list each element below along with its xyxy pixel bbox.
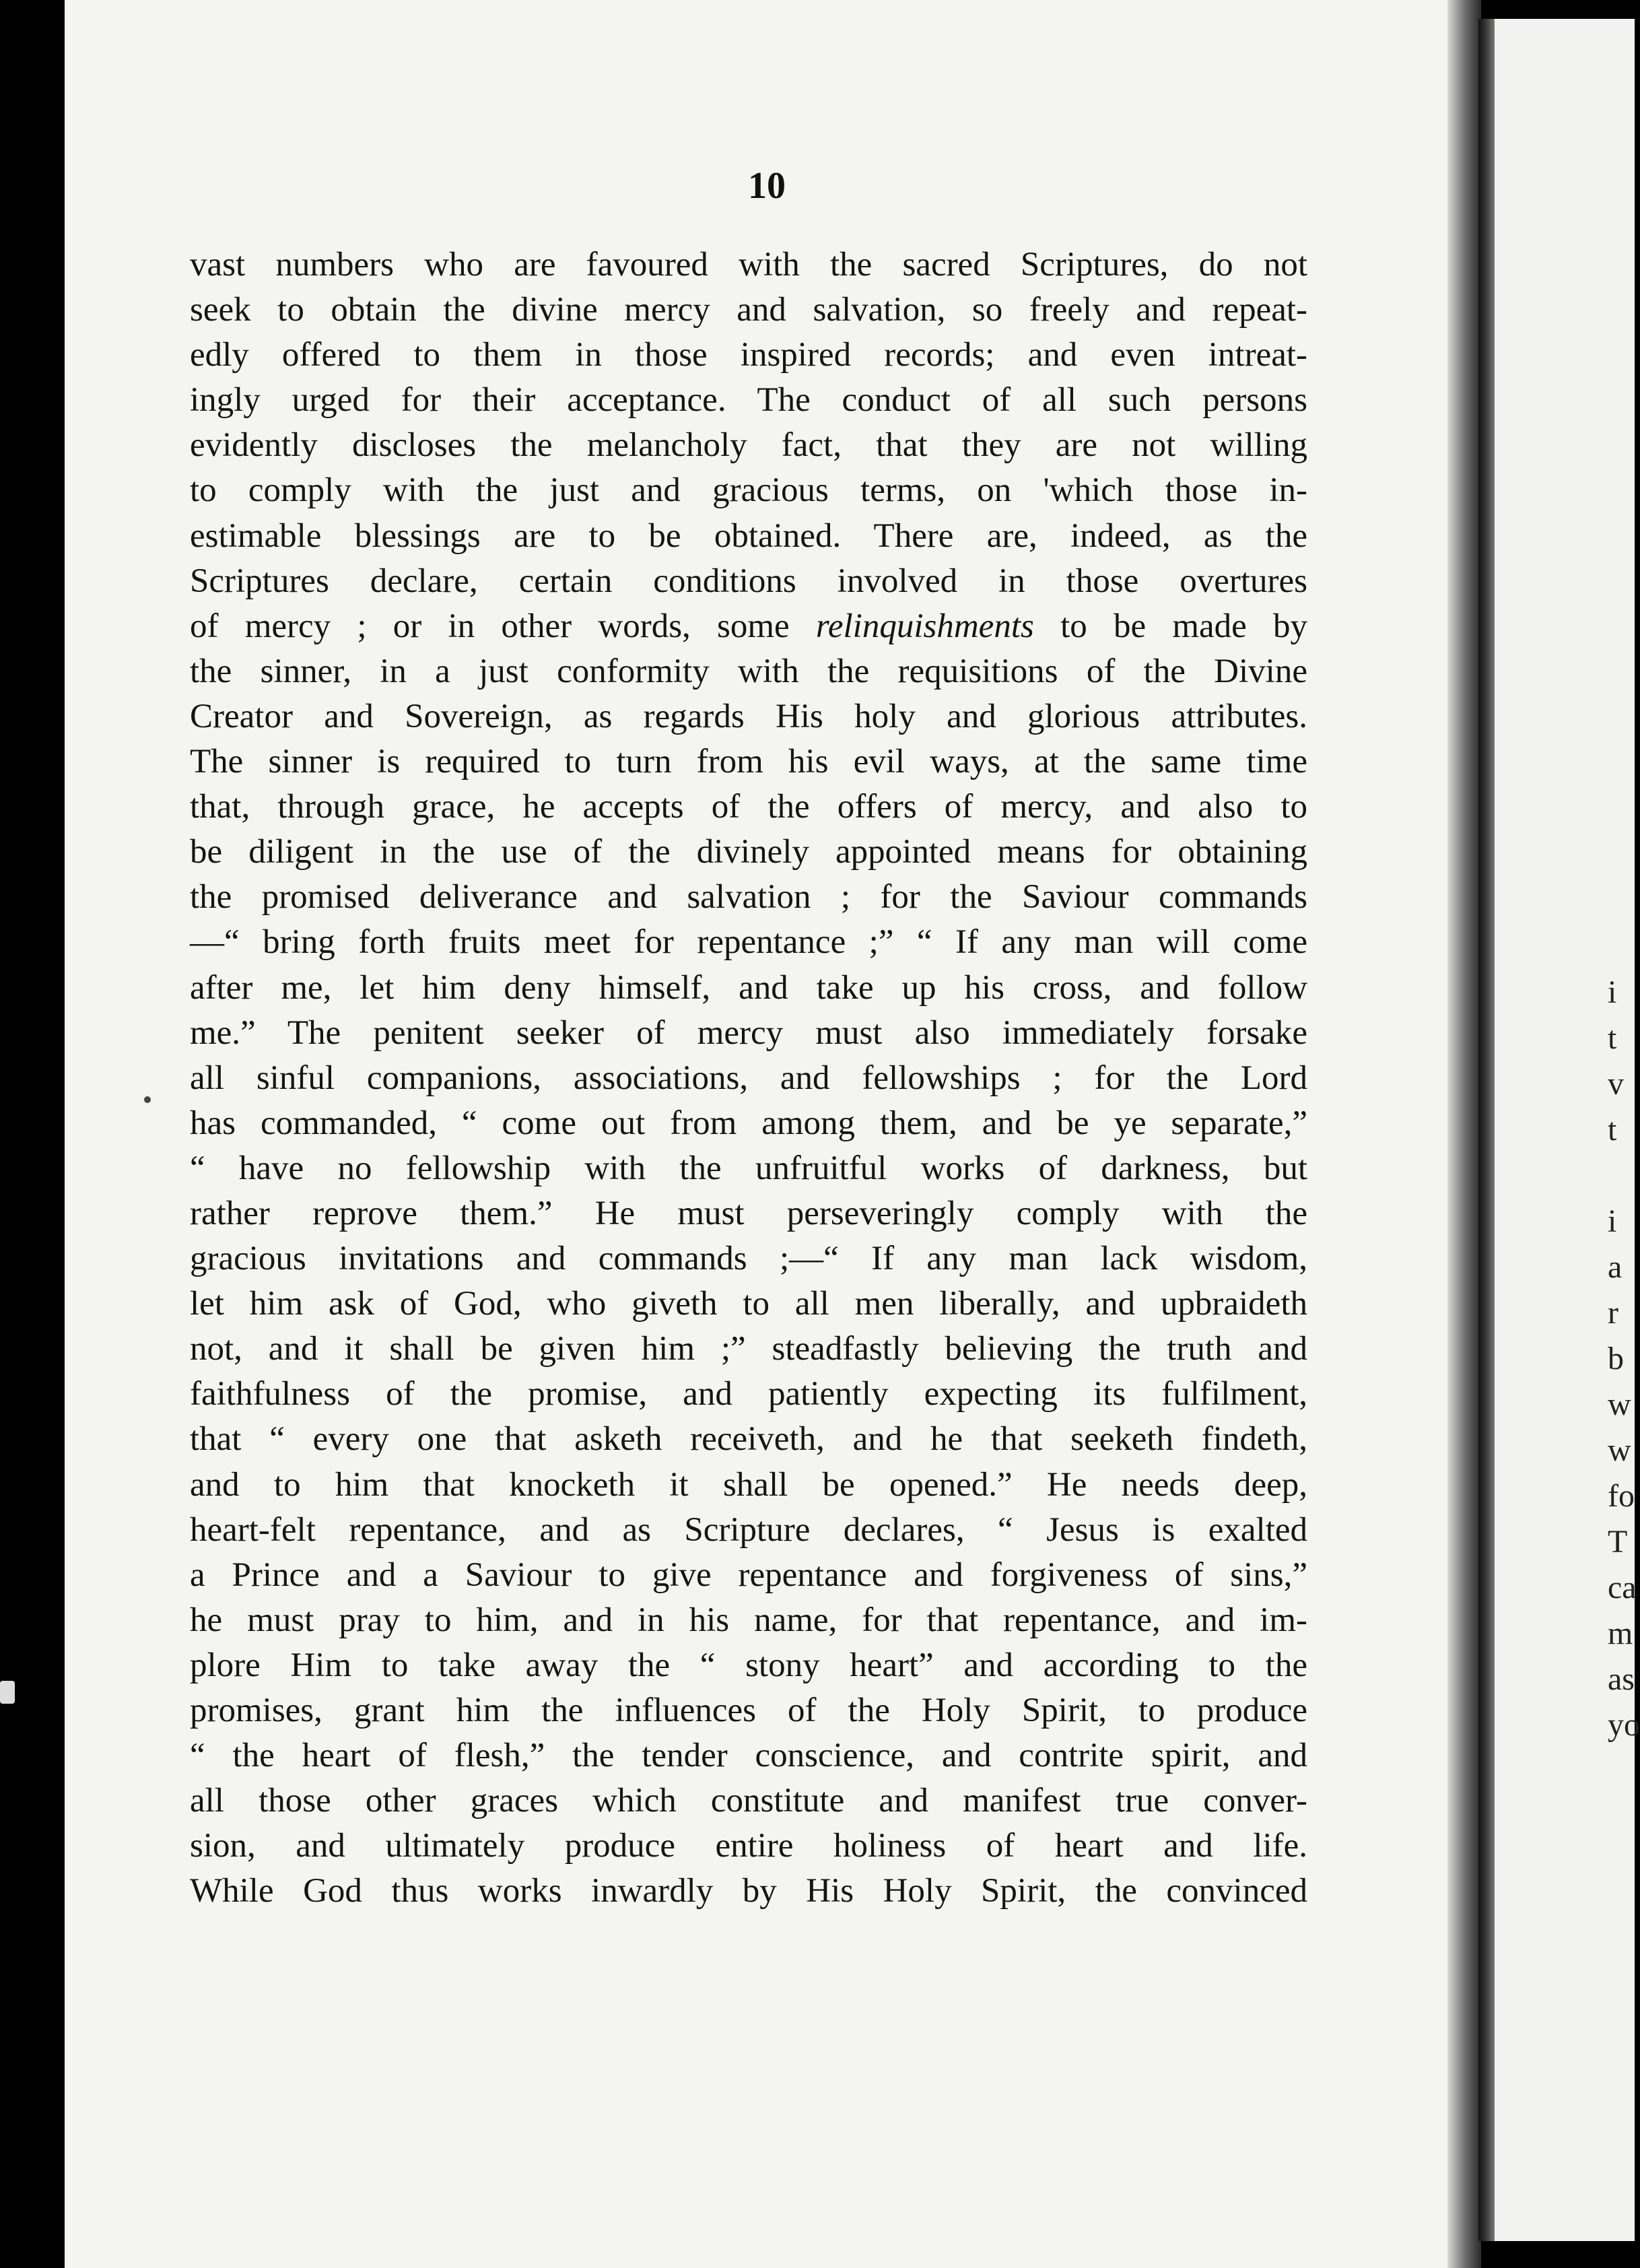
line-segment: “ have no fellowship with the unfruitful works of darkness, but xyxy=(190,1149,1307,1187)
adjacent-page-fragment: v xyxy=(1608,1066,1624,1102)
line-segment: Scriptures declare, certain conditions involved in those overtures xyxy=(190,562,1307,600)
adjacent-page-text-fragments xyxy=(1608,970,1640,1748)
line-segment: While God thus works inwardly by His Holy Spirit, the convinced xyxy=(190,1872,1307,1910)
adjacent-page-fragment: i xyxy=(1608,974,1617,1010)
book-spine xyxy=(1478,19,1495,2241)
text-line xyxy=(190,1824,1307,1869)
line-segment: be diligent in the use of the divinely appointed means for obtaining xyxy=(190,833,1307,871)
text-line xyxy=(190,1778,1307,1824)
line-segment: The sinner is required to turn from his evil ways, at the same time xyxy=(190,743,1307,781)
page-number: 10 xyxy=(748,165,786,207)
line-segment: promises, grant him the influences of the Holy Spirit, to produce xyxy=(190,1692,1307,1729)
adjacent-page-fragment: r xyxy=(1608,1295,1618,1331)
text-line xyxy=(190,785,1307,830)
line-segment: all sinful companions, associations, and fellowships ; for the Lord xyxy=(190,1059,1307,1097)
text-line xyxy=(190,875,1307,920)
text-line xyxy=(190,604,1307,649)
text-line xyxy=(190,830,1307,875)
line-segment: not, and it shall be given him ;” steadfastly believing the truth and xyxy=(190,1330,1307,1368)
line-segment: rather reprove them.” He must perseveringly comply with the xyxy=(190,1194,1307,1232)
line-segment: me.” The penitent seeker of mercy must also immediately forsake xyxy=(190,1013,1307,1052)
line-segment: seek to obtain the divine mercy and salvation, so freely and repeat- xyxy=(190,291,1307,329)
line-segment: —“ bring forth fruits meet for repentance ;” “ If any man will come xyxy=(190,923,1307,962)
line-segment: evidently discloses the melancholy fact, that they are not willing xyxy=(190,426,1307,465)
line-segment: plore Him to take away the “ stony heart” and according to the xyxy=(190,1646,1307,1684)
body-text xyxy=(190,242,1307,1914)
text-line xyxy=(190,1011,1307,1056)
text-line xyxy=(190,1508,1307,1553)
text-line xyxy=(190,333,1307,378)
line-segment: faithfulness of the promise, and patiently expecting its fulfilment, xyxy=(190,1375,1307,1413)
adjacent-page-fragment: t xyxy=(1608,1112,1617,1147)
line-segment: after me, let him deny himself, and take up his cross, and follow xyxy=(190,968,1307,1007)
text-line xyxy=(190,1463,1307,1508)
text-line xyxy=(190,1869,1307,1914)
text-line xyxy=(190,423,1307,468)
text-line xyxy=(190,1101,1307,1146)
line-segment: and to him that knocketh it shall be opened.” He needs deep, xyxy=(190,1465,1307,1504)
text-line xyxy=(190,1146,1307,1191)
text-line xyxy=(190,1191,1307,1236)
line-segment: to be made by xyxy=(1033,607,1307,645)
text-line xyxy=(190,1417,1307,1462)
line-segment: has commanded, “ come out from among them, and be ye separate,” xyxy=(190,1104,1307,1142)
text-line xyxy=(190,559,1307,604)
adjacent-page-fragment: m xyxy=(1608,1615,1633,1651)
line-segment: that “ every one that asketh receiveth, and he that seeketh findeth, xyxy=(190,1420,1307,1459)
adjacent-page-fragment: fo xyxy=(1608,1478,1635,1514)
page-fold-shadow xyxy=(1447,0,1481,2268)
line-segment: the promised deliverance and salvation ; for the Saviour commands xyxy=(190,878,1307,916)
adjacent-page-fragment: i xyxy=(1608,1203,1617,1239)
text-line xyxy=(190,1643,1307,1688)
line-segment: a Prince and a Saviour to give repentance and forgiveness of sins,” xyxy=(190,1556,1307,1594)
text-line xyxy=(190,514,1307,559)
adjacent-page-fragment: T xyxy=(1608,1524,1628,1560)
text-line xyxy=(190,288,1307,333)
line-segment: he must pray to him, and in his name, for that repentance, and im- xyxy=(190,1601,1307,1639)
line-segment: vast numbers who are favoured with the sacred Scriptures, do not xyxy=(190,246,1307,284)
line-segment: estimable blessings are to be obtained. There are, indeed, as the xyxy=(190,516,1307,555)
italic-word: relinquishments xyxy=(815,607,1034,645)
adjacent-page-fragment: yo xyxy=(1608,1707,1640,1743)
line-segment: Creator and Sovereign, as regards His holy and glorious attributes. xyxy=(190,697,1307,735)
line-segment: that, through grace, he accepts of the offers of mercy, and also to xyxy=(190,788,1307,826)
adjacent-page-fragment: b xyxy=(1608,1341,1624,1376)
line-segment: ingly urged for their acceptance. The conduct of all such persons xyxy=(190,381,1307,420)
text-line xyxy=(190,1236,1307,1281)
text-line xyxy=(190,920,1307,965)
adjacent-page-fragment: w xyxy=(1608,1432,1631,1468)
adjacent-page-fragment: ca xyxy=(1608,1570,1637,1605)
line-segment: gracious invitations and commands ;—“ If any man lack wisdom, xyxy=(190,1240,1307,1278)
text-line xyxy=(190,649,1307,694)
text-line xyxy=(190,1598,1307,1643)
text-line xyxy=(190,694,1307,739)
text-line xyxy=(190,1056,1307,1101)
line-segment: to comply with the just and gracious terms, on 'which those in- xyxy=(190,471,1307,510)
line-segment: sion, and ultimately produce entire holiness of heart and life. xyxy=(190,1827,1307,1865)
line-segment: edly offered to them in those inspired records; and even intreat- xyxy=(190,336,1307,374)
text-line xyxy=(190,1327,1307,1372)
line-segment: the sinner, in a just conformity with the requisitions of the Divine xyxy=(190,652,1307,690)
text-line xyxy=(190,1281,1307,1327)
line-segment: let him ask of God, who giveth to all men liberally, and upbraideth xyxy=(190,1285,1307,1323)
text-line xyxy=(190,242,1307,288)
edge-mark xyxy=(0,1681,15,1704)
line-segment: of mercy ; or in other words, some xyxy=(190,607,816,645)
ink-speck xyxy=(144,1096,151,1103)
text-line xyxy=(190,378,1307,423)
text-line xyxy=(190,966,1307,1011)
adjacent-page-fragment: t xyxy=(1608,1020,1617,1056)
adjacent-page-fragment: as xyxy=(1608,1661,1635,1697)
adjacent-page-fragment: a xyxy=(1608,1249,1622,1285)
adjacent-page-fragment: w xyxy=(1608,1387,1631,1422)
text-line xyxy=(190,1688,1307,1733)
text-line xyxy=(190,1553,1307,1598)
text-line xyxy=(190,1372,1307,1417)
adjacent-page-fragment xyxy=(1608,1153,1635,1199)
text-line xyxy=(190,739,1307,785)
line-segment: heart-felt repentance, and as Scripture declares, “ Jesus is exalted xyxy=(190,1510,1307,1549)
line-segment: “ the heart of flesh,” the tender conscience, and contrite spirit, and xyxy=(190,1737,1307,1775)
text-line xyxy=(190,468,1307,513)
text-line xyxy=(190,1733,1307,1778)
line-segment: all those other graces which constitute and manifest true conver- xyxy=(190,1782,1307,1820)
